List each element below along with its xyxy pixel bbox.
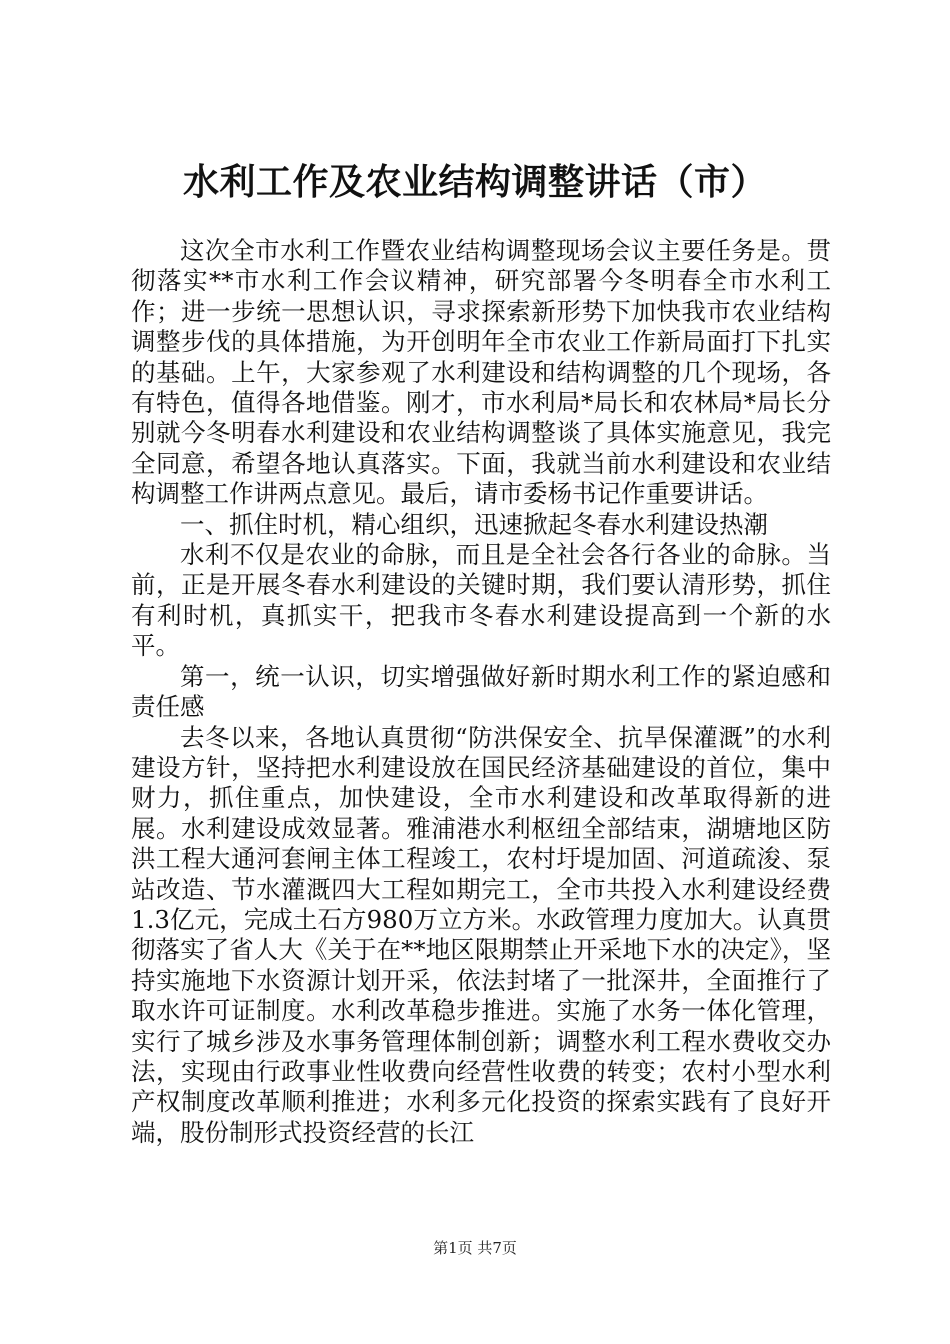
document-title: 水利工作及农业结构调整讲话（市） — [182, 161, 767, 203]
paragraph-water-lifeline: 水利不仅是农业的命脉，而且是全社会各行各业的命脉。当前，正是开展冬春水利建设的关键时期，我们要认清形势，抓住有利时机，真抓实干，把我市冬春水利建设提高到一个新的水平。 — [131, 540, 831, 661]
subsection-heading-1: 第一，统一认识，切实增强做好新时期水利工作的紧迫感和责任感 — [131, 661, 831, 722]
paragraph-achievements: 去冬以来，各地认真贯彻“防洪保安全、抗旱保灌溉”的水利建设方针，坚持把水利建设放在国民经济基础建设的首位，集中财力，抓住重点，加快建设，全市水利建设和改革取得新的进展。水利建设成效显著。雅浦港水利枢纽全部结束，湖塘地区防洪工程大通河套闸主体工程竣工，农村圩堤加固、河道疏浚、泵站改造、节水灌溉四大工程如期完工，全市共投入水利建设经费1.3亿元，完成土石方980万立方米。水政管理力度加大。认真贯彻落实了省人大《关于在**地区限期禁止开采地下水的决定》，坚持实施地下水资源计划开采，依法封堵了一批深井，全面推行了取水许可证制度。水利改革稳步推进。实施了水务一体化管理，实行了城乡涉及水事务管理体制创新；调整水利工程水费收交办法，实现由行政事业性收费向经营性收费的转变；农村小型水利产权制度改革顺利推进；水利多元化投资的探索实践有了良好开端，股份制形式投资经营的长江 — [131, 722, 831, 1147]
page-footer: 第1页 共7页 — [433, 1239, 517, 1257]
section-heading-1: 一、抓住时机，精心组织，迅速掀起冬春水利建设热潮 — [180, 509, 768, 539]
document-body — [131, 236, 831, 1148]
paragraph-intro: 这次全市水利工作暨农业结构调整现场会议主要任务是。贯彻落实**市水利工作会议精神，研究部署今冬明春全市水利工作；进一步统一思想认识，寻求探索新形势下加快我市农业结构调整步伐的具体措施，为开创明年全市农业工作新局面打下扎实的基础。上午，大家参观了水利建设和结构调整的几个现场，各有特色，值得各地借鉴。刚才，市水利局*局长和农林局*局长分别就今冬明春水利建设和农业结构调整谈了具体实施意见，我完全同意，希望各地认真落实。下面，我就当前水利建设和农业结构调整工作讲两点意见。最后，请市委杨书记作重要讲话。 — [131, 236, 831, 509]
